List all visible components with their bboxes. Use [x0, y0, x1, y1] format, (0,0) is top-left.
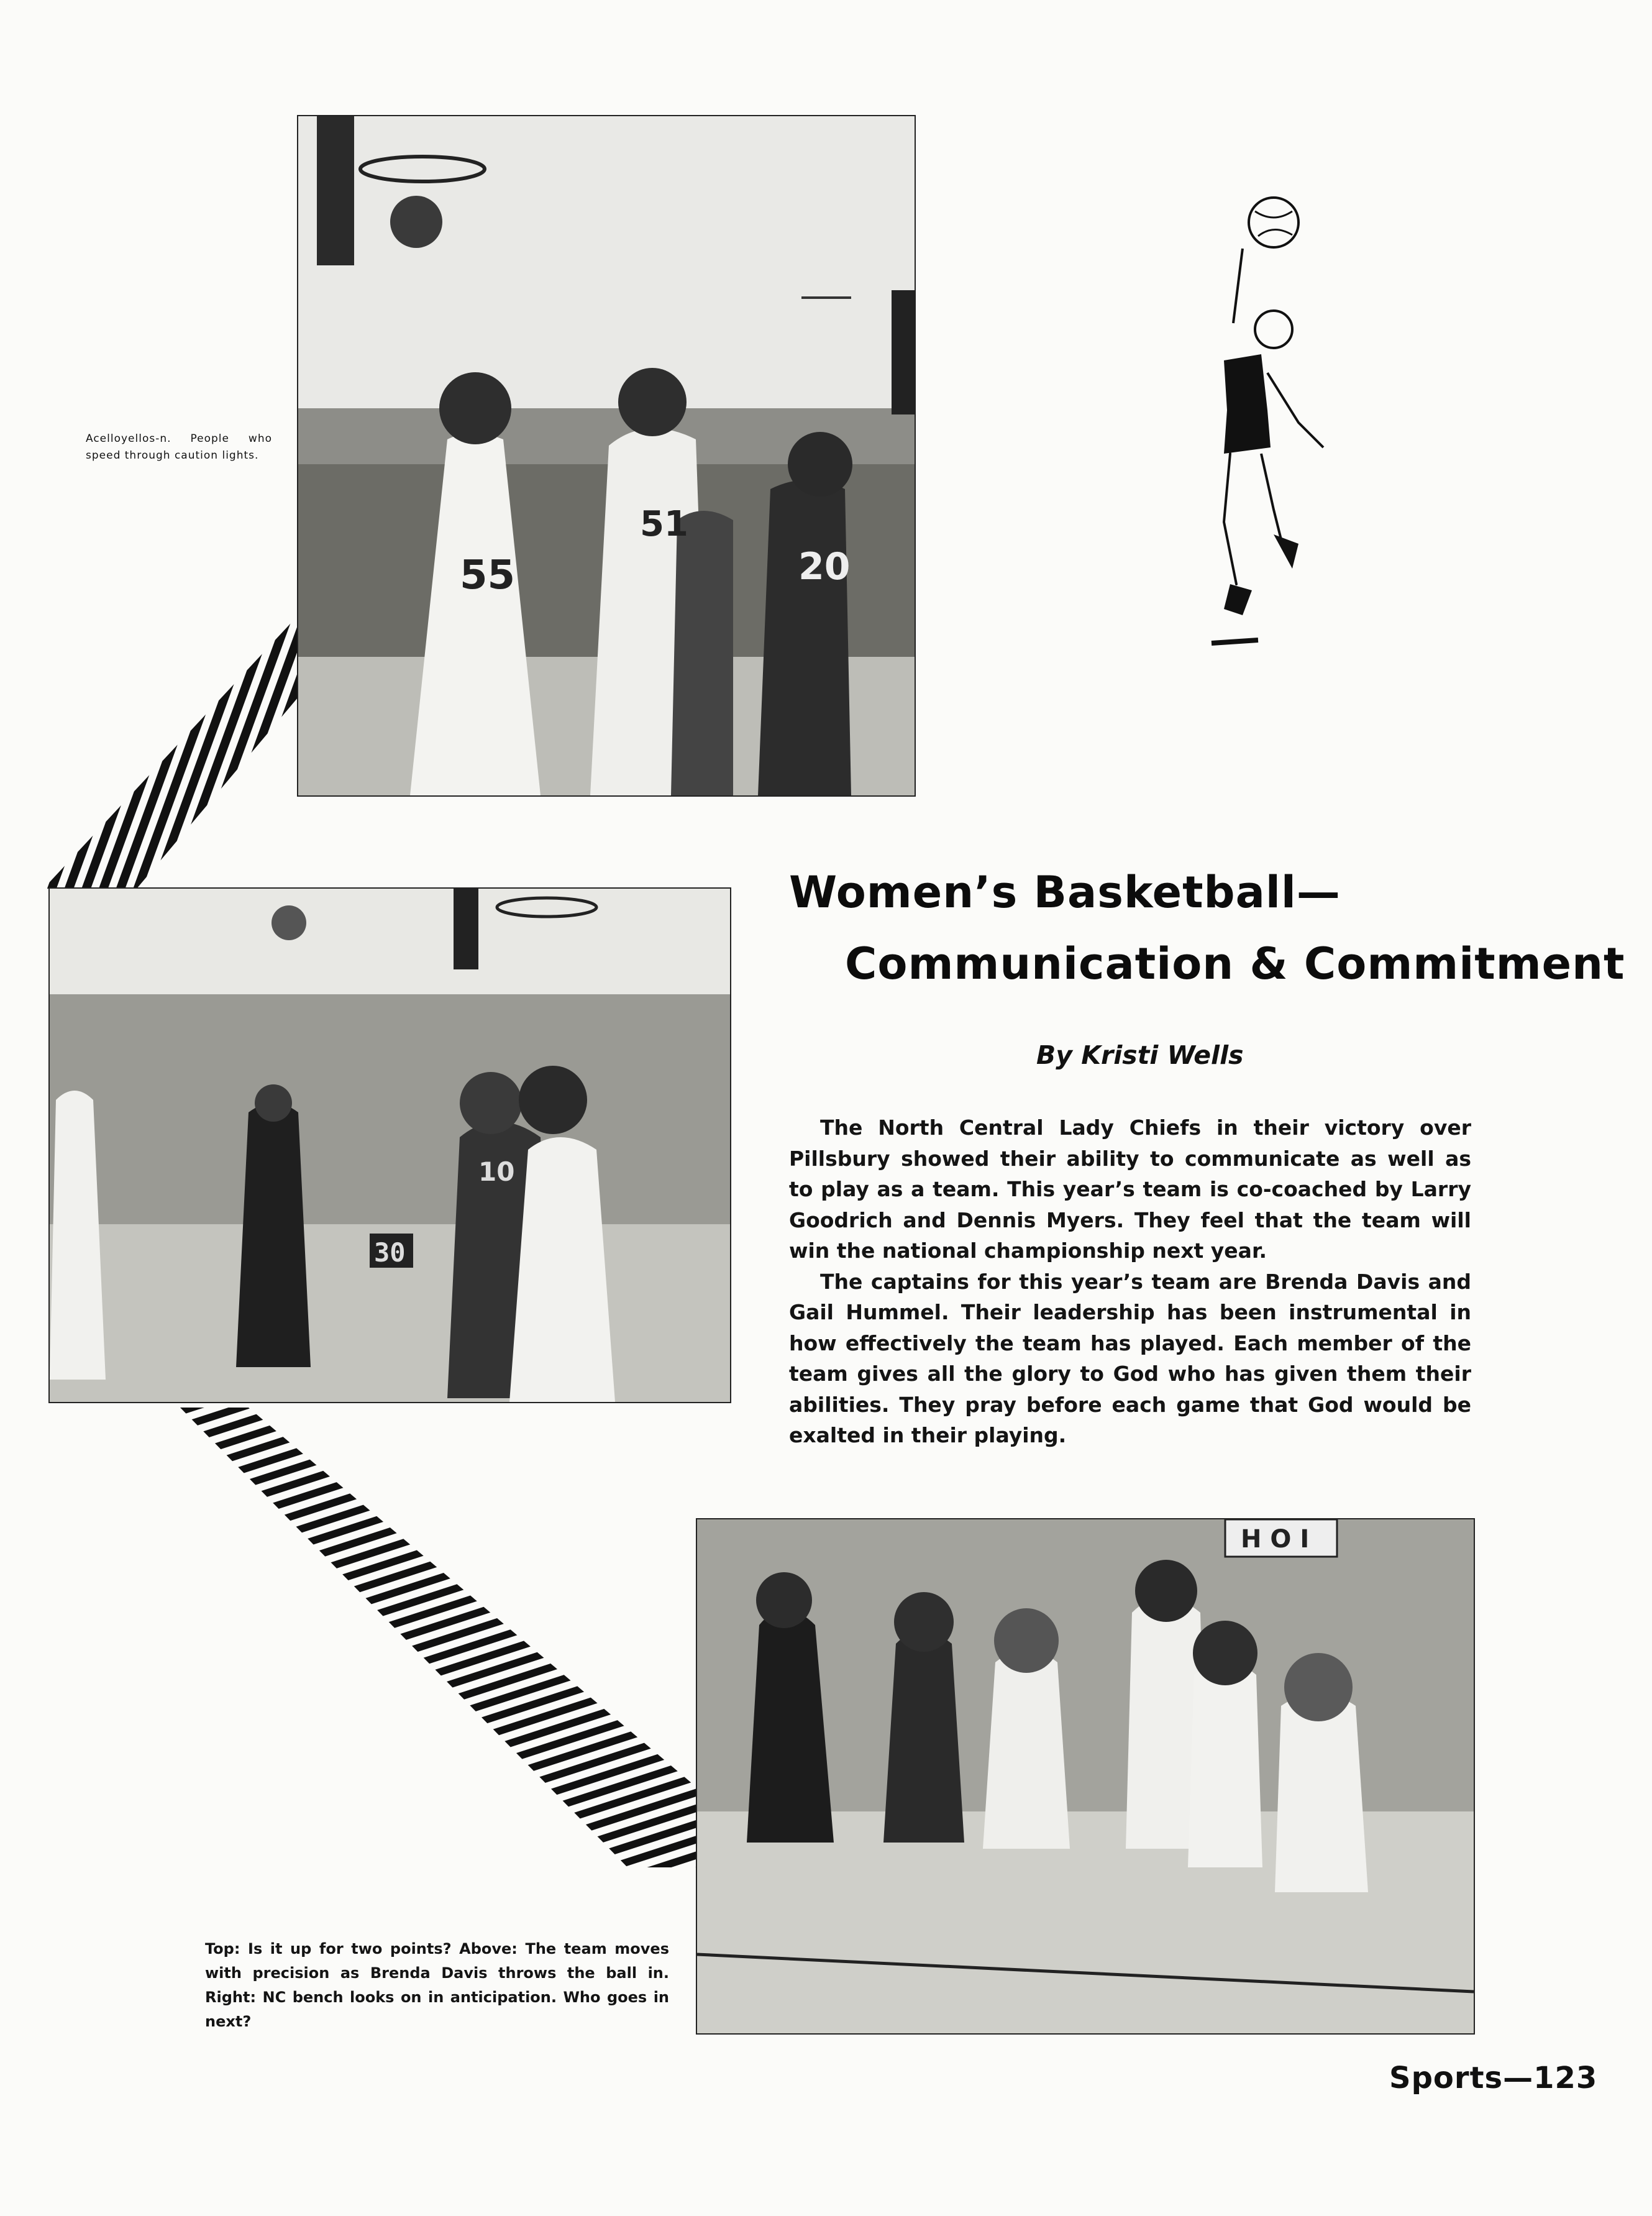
- article-body: [789, 1112, 1471, 1451]
- gym-sign: H O I: [1241, 1525, 1310, 1554]
- photo-caption: Top: Is it up for two points? Above: The team moves with precision as Brenda Davis throws the ball in. Right: NC bench looks on in anticipation. Who goes in next?: [205, 1940, 669, 2030]
- photo-middle-throw-in: [48, 887, 731, 1403]
- diagonal-stripe-band-upper: [43, 615, 304, 889]
- page-folio: Sports—123: [1389, 2061, 1598, 2095]
- article-paragraph: The captains for this year’s team are Brenda Davis and Gail Hummel. Their leadership has been instrumental in how effectively the team has played. Each member of the team gives all the glory to God who has given them their abilities. They pray before each game that God would be exalted in their playing.: [789, 1269, 1471, 1447]
- headline-line-2: Communication & Commitment: [845, 938, 1625, 989]
- jersey-number: 20: [798, 545, 851, 588]
- jersey-number: 55: [460, 552, 516, 598]
- photo-bench: [696, 1518, 1475, 2035]
- diagonal-stripe-band-lower: [180, 1408, 696, 1867]
- photo-top-rebound: [297, 115, 916, 797]
- byline: By Kristi Wells: [1036, 1040, 1244, 1070]
- jersey-number: 51: [640, 504, 688, 544]
- side-caption: Acelloyellos-n. People who speed through caution lights.: [86, 433, 272, 462]
- basketball-player-illustration: [1199, 186, 1336, 659]
- article-paragraph: The North Central Lady Chiefs in their victory over Pillsbury showed their ability to communicate as well as to play as a team. This year’s team is co-coached by Larry Goodrich and Dennis Myers. They feel that the team will win the national championship next year.: [789, 1115, 1471, 1263]
- jersey-number: 10: [478, 1156, 515, 1187]
- scoreboard-digits: 30: [374, 1237, 406, 1268]
- headline-line-1: Women’s Basketball—: [789, 867, 1341, 918]
